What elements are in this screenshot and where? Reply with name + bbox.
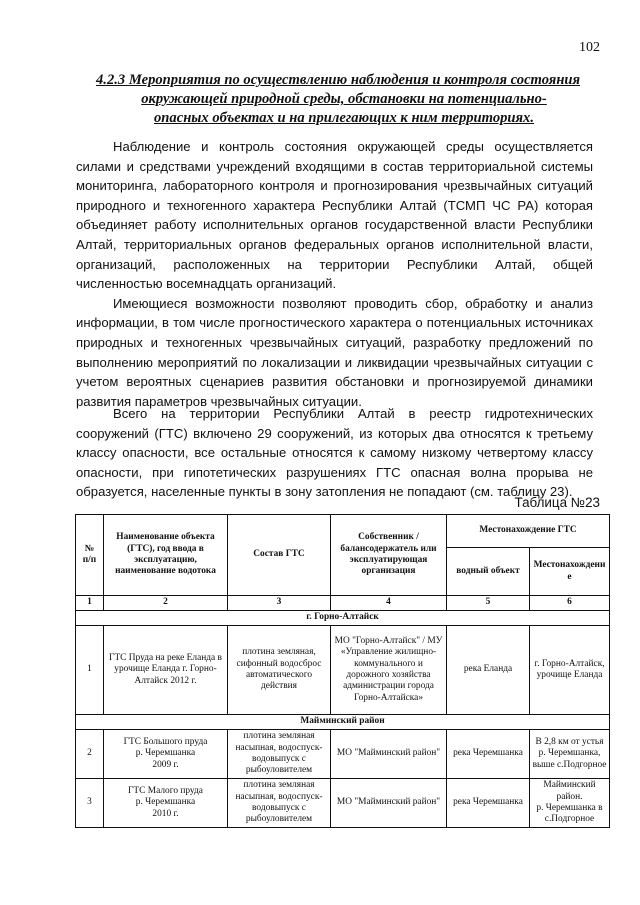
- row-owner: МО "Горно-Алтайск" / МУ «Управление жилищно-коммунального и дорожного хозяйства администрации города Горно-Алтайска»: [331, 626, 447, 715]
- body-text-block-2: [76, 404, 593, 502]
- header-location-sub: Местонахождени е: [530, 548, 610, 596]
- table-row: [76, 730, 610, 779]
- row-owner: МО "Майминский район": [331, 730, 447, 779]
- header-name: Наименование объекта (ГТС), год ввода в эксплуатацию, наименование водотока: [104, 515, 228, 596]
- row-water: река Черемшанка: [447, 730, 530, 779]
- column-number-row: [76, 596, 610, 611]
- paragraph-capabilities: Имеющиеся возможности позволяют проводить сбор, обработку и анализ информации, в том числе прогностического характера о потенциальных источниках природных и техногенных чрезвычайных ситуаций, разработку предложений по выполнению мероприятий по локализации и ликвидации чрезвычайных ситуации с учетом вероятных сценариев развития обстановки и прогнозируемой динамики развития параметров чрезвычайных ситуации.: [76, 295, 593, 409]
- column-number: 2: [104, 596, 228, 611]
- region-label: г. Горно-Алтайск: [76, 611, 610, 626]
- row-composition: плотина земляная насыпная, водоспуск-водовыпуск с рыбоуловителем: [228, 779, 331, 828]
- row-water: река Еланда: [447, 626, 530, 715]
- column-number: 1: [76, 596, 104, 611]
- table-row: [76, 779, 610, 828]
- row-name: ГТС Большого пруда р. Черемшанка 2009 г.: [104, 730, 228, 779]
- region-row: [76, 611, 610, 626]
- column-number: 3: [228, 596, 331, 611]
- row-num: 1: [76, 626, 104, 715]
- table-row: [76, 626, 610, 715]
- header-location: Местонахождение ГТС: [447, 515, 610, 548]
- row-place: В 2,8 км от устья р. Черемшанка, выше с.Подгорное: [530, 730, 610, 779]
- header-num: № п/п: [76, 515, 104, 596]
- row-composition: плотина земляная, сифонный водосброс автоматического действия: [228, 626, 331, 715]
- row-num: 2: [76, 730, 104, 779]
- row-owner: МО "Майминский район": [331, 779, 447, 828]
- gts-table: [75, 514, 610, 828]
- region-row: [76, 715, 610, 730]
- region-label: Майминский район: [76, 715, 610, 730]
- row-place: г. Горно-Алтайск, урочище Еланда: [530, 626, 610, 715]
- column-number: 5: [447, 596, 530, 611]
- body-text-block-1: [76, 137, 593, 411]
- heading-line-1: 4.2.3 Мероприятия по осуществлению наблюдения и контроля состояния: [96, 72, 581, 88]
- header-water-object: водный объект: [447, 548, 530, 596]
- heading-line-2: окружающей природной среды, обстановки на потенциально-: [141, 91, 547, 107]
- row-name: ГТС Малого пруда р. Черемшанка 2010 г.: [104, 779, 228, 828]
- row-num: 3: [76, 779, 104, 828]
- row-name: ГТС Пруда на реке Еланда в урочище Еланда г. Горно-Алтайск 2012 г.: [104, 626, 228, 715]
- column-number: 6: [530, 596, 610, 611]
- heading-line-3: опасных объектах и на прилегающих к ним территориях.: [154, 110, 534, 126]
- row-water: река Черемшанка: [447, 779, 530, 828]
- paragraph-gts-registry: Всего на территории Республики Алтай в реестр гидротехнических сооружений (ГТС) включено 29 сооружений, из которых два относятся к третьему классу опасности, все остальные относятся к самому низкому четвертому классу опасности, при гипотетических разрушениях ГТС опасная волна прорыва не образуется, населенные пункты в зону затопления не попадают (см. таблицу 23).: [76, 406, 593, 500]
- page-number: 102: [579, 40, 600, 55]
- row-composition: плотина земляная насыпная, водоспуск-водовыпуск с рыбоуловителем: [228, 730, 331, 779]
- row-place: Майминский район. р. Черемшанка в с.Подгорное: [530, 779, 610, 828]
- table-header-row: [76, 515, 610, 548]
- column-number: 4: [331, 596, 447, 611]
- section-heading: [96, 71, 592, 128]
- header-composition: Состав ГТС: [228, 515, 331, 596]
- header-owner: Собственник / балансодержатель или эксплуатирующая организация: [331, 515, 447, 596]
- paragraph-monitoring: Наблюдение и контроль состояния окружающей среды осуществляется силами и средствами учреждений входящими в состав территориальной системы мониторинга, лабораторного контроля и прогнозирования чрезвычайных ситуаций природного и техногенного характера Республики Алтай (ТСМП ЧС РА) которая объединяет работу исполнительных органов государственной власти Республики Алтай, территориальных органов федеральных органов исполнительной власти, организаций, расположенных на территории Республики Алтай, общей численностью восемнадцать организаций.: [76, 139, 593, 292]
- table-caption: Таблица №23: [514, 495, 600, 510]
